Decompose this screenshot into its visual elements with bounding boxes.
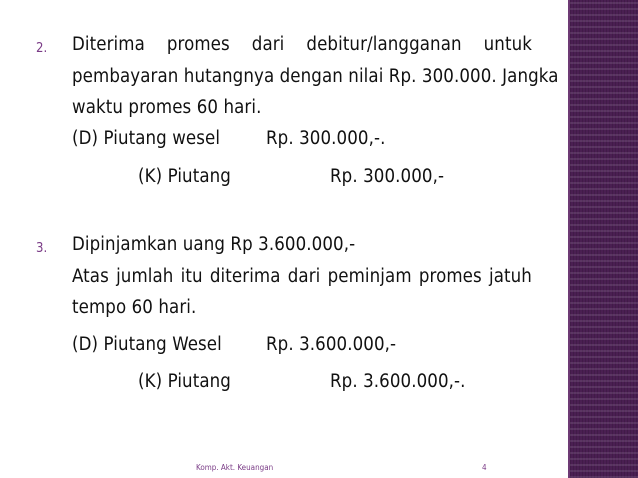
credit-entry-amount: Rp. 3.600.000,-. [330, 371, 466, 392]
word: peminjam [327, 266, 412, 287]
paragraph-line: tempo 60 hari. [72, 297, 197, 318]
word: dari [251, 34, 285, 55]
footer-title: Komp. Akt. Keuangan [196, 463, 274, 472]
debit-entry-amount: Rp. 3.600.000,- [266, 334, 397, 355]
word: debitur/langganan [306, 34, 462, 55]
paragraph-line: Dipinjamkan uang Rp 3.600.000,- [72, 234, 356, 255]
credit-entry-label: (K) Piutang [138, 371, 231, 392]
paragraph-line [72, 266, 532, 287]
page-number: 4 [482, 463, 487, 472]
item-number: 3. [36, 241, 48, 256]
decorative-side-panel [568, 0, 638, 478]
word: jumlah [116, 266, 174, 287]
word: itu [180, 266, 203, 287]
word: jatuh [489, 266, 532, 287]
word: untuk [483, 34, 532, 55]
debit-entry-label: (D) Piutang wesel [72, 128, 221, 149]
paragraph-line: waktu promes 60 hari. [72, 97, 262, 118]
debit-entry-label: (D) Piutang Wesel [72, 334, 222, 355]
word: Diterima [72, 34, 145, 55]
word: dari [287, 266, 321, 287]
word: promes [166, 34, 230, 55]
credit-entry-amount: Rp. 300.000,- [330, 166, 445, 187]
debit-entry-amount: Rp. 300.000,-. [266, 128, 386, 149]
word: diterima [209, 266, 281, 287]
credit-entry-label: (K) Piutang [138, 166, 231, 187]
paragraph-line [72, 34, 532, 55]
item-number: 2. [36, 41, 48, 56]
paragraph-line: pembayaran hutangnya dengan nilai Rp. 300.000. Jangka [72, 66, 559, 87]
word: promes [418, 266, 482, 287]
word: Atas [72, 266, 109, 287]
